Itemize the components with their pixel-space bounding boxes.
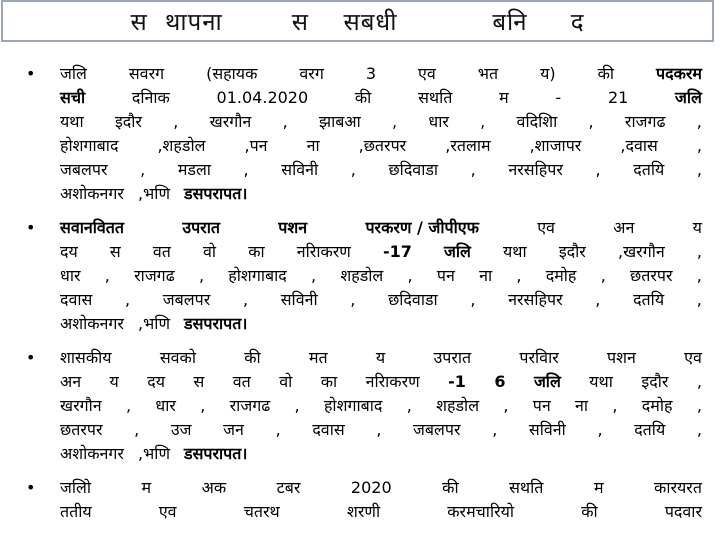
text-line xyxy=(60,62,702,86)
text-segment: 21 xyxy=(607,88,629,107)
text-segment: दय xyxy=(60,242,78,261)
text-segment: की xyxy=(581,502,598,521)
text-segment: एव xyxy=(417,64,436,83)
text-segment: , xyxy=(125,290,131,309)
text-segment: सची xyxy=(60,88,86,107)
text-segment: दवास xyxy=(60,290,93,309)
text-segment: पराप xyxy=(203,184,233,203)
text-line xyxy=(60,288,702,312)
text-segment: यथा xyxy=(503,242,527,261)
text-line xyxy=(60,476,702,500)
text-segment: सवको xyxy=(159,348,196,367)
text-line xyxy=(60,182,702,206)
text-segment: शहडोल xyxy=(340,266,384,285)
text-segment: होशगाबाद xyxy=(323,396,383,415)
text-line xyxy=(60,394,702,418)
text-segment: खरगौन xyxy=(209,112,252,131)
text-segment: , xyxy=(696,266,702,285)
text-segment: , xyxy=(696,396,702,415)
text-segment: धार xyxy=(155,396,176,415)
text-segment: नरिाकरण xyxy=(296,242,351,261)
text-segment: परकरण / जीपीएफ xyxy=(365,218,479,237)
text-segment: का xyxy=(248,242,265,261)
bullet-item xyxy=(26,476,702,524)
text-segment: सथति xyxy=(418,88,453,107)
text-line xyxy=(60,312,702,336)
text-segment: , xyxy=(696,160,702,179)
text-segment: वरग xyxy=(299,64,324,83)
text-segment: जन xyxy=(223,420,244,439)
text-segment: , xyxy=(173,112,179,131)
text-segment: दतयि xyxy=(633,290,665,309)
text-segment: राजगढ xyxy=(134,266,175,285)
text-line xyxy=(60,240,702,264)
text-segment: ,खरगौन xyxy=(617,242,665,261)
text-segment: झाबआ xyxy=(318,112,361,131)
text-segment: स xyxy=(192,314,204,333)
text-segment: इदौर xyxy=(114,112,142,131)
text-segment: एव xyxy=(158,502,177,521)
text-segment: यथा xyxy=(589,372,613,391)
text-segment: होशगाबाद xyxy=(60,136,119,155)
text-segment: पराप xyxy=(203,314,233,333)
text-segment: 3 xyxy=(365,64,376,83)
text-segment: पन xyxy=(436,266,455,285)
text-segment: दमोह xyxy=(641,396,673,415)
text-line xyxy=(60,110,702,134)
text-segment: दनिाक xyxy=(131,88,170,107)
text-segment: वत xyxy=(152,242,171,261)
text-segment: , xyxy=(200,396,206,415)
text-line xyxy=(60,216,702,240)
text-segment: दतयि xyxy=(634,420,666,439)
text-line xyxy=(60,346,702,370)
text-segment: , xyxy=(198,266,205,285)
text-line xyxy=(60,158,702,182)
text-segment: अशोकनगर xyxy=(60,184,124,203)
text-line xyxy=(60,418,702,442)
text-line xyxy=(60,500,702,524)
text-segment: , xyxy=(350,290,356,309)
text-segment: -17 xyxy=(383,242,412,261)
text-segment: दवास xyxy=(312,420,345,439)
text-segment: भत xyxy=(477,64,499,83)
text-segment: म xyxy=(141,478,152,497)
bullet-item xyxy=(26,216,702,336)
text-segment: जलि xyxy=(675,88,702,107)
text-segment: , xyxy=(696,420,702,439)
text-segment: , xyxy=(140,160,146,179)
text-segment: खरगौन xyxy=(60,396,102,415)
text-segment: , xyxy=(588,112,594,131)
text-segment: अक xyxy=(201,478,227,497)
text-segment: 6 xyxy=(494,372,506,391)
bullet-icon: • xyxy=(26,348,36,367)
text-segment: , xyxy=(480,112,486,131)
text-segment: ,शाजापर xyxy=(529,136,582,155)
text-segment: ,छतरपर xyxy=(358,136,407,155)
text-segment: कारयरत xyxy=(654,478,702,497)
text-segment: वत xyxy=(232,372,251,391)
bullet-text xyxy=(60,476,702,524)
text-segment: अन xyxy=(613,218,635,237)
bullet-text xyxy=(60,346,702,466)
bullet-list xyxy=(26,62,702,534)
title-box xyxy=(1,0,714,42)
text-segment: छदिवाडा xyxy=(388,290,438,309)
text-segment: , xyxy=(595,290,601,309)
text-segment: की xyxy=(244,348,261,367)
text-segment: करमचारियो xyxy=(447,502,515,521)
text-segment: , xyxy=(470,160,476,179)
bullet-icon: • xyxy=(26,218,36,237)
text-segment: पन xyxy=(532,396,551,415)
text-segment: स xyxy=(109,242,121,261)
text-segment: ,भणि xyxy=(137,314,171,333)
text-segment: , xyxy=(243,160,249,179)
text-segment: , xyxy=(242,290,249,309)
text-segment: स xyxy=(193,372,205,391)
text-segment: उपरात xyxy=(182,218,220,237)
bullet-text xyxy=(60,216,702,336)
text-segment: ,पन xyxy=(244,136,268,155)
text-segment: - xyxy=(555,88,562,107)
text-segment: सविनी xyxy=(280,290,318,309)
text-segment: धार xyxy=(428,112,449,131)
text-segment: छतरपर xyxy=(60,420,103,439)
text-segment: पराप xyxy=(203,444,233,463)
text-segment: पशन xyxy=(278,218,308,237)
text-segment: जबलपर xyxy=(60,160,108,179)
text-segment: , xyxy=(275,420,281,439)
text-segment: सथति xyxy=(509,478,544,497)
text-segment: , xyxy=(406,396,412,415)
text-segment: अन xyxy=(60,372,82,391)
text-segment: , xyxy=(612,396,618,415)
text-segment: जलि xyxy=(533,372,561,391)
text-segment: , xyxy=(282,112,288,131)
text-line xyxy=(60,134,702,158)
text-segment: -1 xyxy=(448,372,466,391)
text-segment: सविनी xyxy=(281,160,319,179)
text-segment: , xyxy=(391,112,398,131)
text-segment: म xyxy=(499,88,509,107)
text-line xyxy=(60,370,702,394)
text-segment: , xyxy=(696,136,702,155)
bullet-item xyxy=(26,346,702,466)
text-segment: जबलपर xyxy=(413,420,461,439)
page-title: स थापना स सबधी बनि द xyxy=(130,7,585,36)
text-segment: , xyxy=(696,372,702,391)
text-segment: छदिवाडा xyxy=(388,160,439,179)
bullet-text xyxy=(60,62,702,206)
text-segment: सवरग xyxy=(128,64,165,83)
text-segment: ना xyxy=(575,396,589,415)
text-segment: वदिशिा xyxy=(516,112,558,131)
text-segment: , xyxy=(696,290,702,309)
text-line xyxy=(60,264,702,288)
text-segment: , xyxy=(104,266,110,285)
text-segment: , xyxy=(516,266,522,285)
text-segment: ना xyxy=(306,136,320,155)
text-segment: म xyxy=(593,478,604,497)
text-segment: जलिो xyxy=(60,478,92,497)
text-segment: सविनी xyxy=(528,420,566,439)
text-segment: पदकरम xyxy=(656,64,702,83)
text-segment: , xyxy=(134,420,140,439)
text-segment: (सहायक xyxy=(206,64,258,83)
text-segment: शरणी xyxy=(346,502,381,521)
text-segment: , xyxy=(597,420,603,439)
text-segment: सवानवितत xyxy=(60,218,125,237)
text-segment: यथा xyxy=(60,112,84,131)
text-segment: टबर xyxy=(276,478,301,497)
text-segment: होशगाबाद xyxy=(228,266,287,285)
text-segment: की xyxy=(442,478,459,497)
text-segment: वो xyxy=(279,372,293,391)
text-segment: , xyxy=(311,266,317,285)
text-segment: , xyxy=(294,396,300,415)
text-segment: ड xyxy=(184,314,193,333)
text-segment: अशोकनगर xyxy=(60,444,124,463)
text-segment: का xyxy=(320,372,338,391)
text-segment: उपरात xyxy=(433,348,472,367)
text-segment: ,भणि xyxy=(137,184,171,203)
bullet-icon: • xyxy=(26,478,36,497)
text-segment: त। xyxy=(232,314,248,333)
text-segment: य xyxy=(692,218,702,237)
text-segment: वो xyxy=(203,242,217,261)
text-segment: एव xyxy=(537,218,555,237)
text-segment: चतरथ xyxy=(243,502,280,521)
text-segment: पशन xyxy=(607,348,636,367)
text-segment: नरिाकरण xyxy=(365,372,420,391)
text-segment: ड xyxy=(184,184,193,203)
text-segment: ततीय xyxy=(60,502,92,521)
text-segment: दय xyxy=(147,372,166,391)
text-segment: य xyxy=(109,372,119,391)
text-segment: , xyxy=(600,266,606,285)
text-segment: की xyxy=(354,88,372,107)
text-segment: , xyxy=(492,420,498,439)
text-segment: ,रतलाम xyxy=(445,136,491,155)
text-segment: मत xyxy=(308,348,328,367)
text-segment: स xyxy=(192,444,204,463)
text-segment: , xyxy=(350,160,356,179)
text-segment: परविार xyxy=(519,348,559,367)
text-segment: दमोह xyxy=(545,266,577,285)
text-segment: राजगढ xyxy=(229,396,271,415)
text-segment: जलि xyxy=(444,242,471,261)
text-segment: राजगढ xyxy=(624,112,666,131)
text-segment: , xyxy=(125,396,132,415)
text-segment: ,दवास xyxy=(620,136,658,155)
text-segment: जलि xyxy=(60,64,87,83)
text-segment: शहडोल xyxy=(436,396,480,415)
text-segment: की xyxy=(597,64,615,83)
text-segment: 01.04.2020 xyxy=(216,88,309,107)
text-segment: , xyxy=(696,112,702,131)
text-segment: , xyxy=(696,242,702,261)
text-segment: त। xyxy=(232,184,248,203)
text-segment: इदौर xyxy=(558,242,586,261)
text-segment: ड xyxy=(184,444,193,463)
text-segment: त। xyxy=(232,444,248,463)
text-segment: य) xyxy=(540,64,556,83)
text-segment: ना xyxy=(479,266,493,285)
text-line xyxy=(60,86,702,110)
text-line xyxy=(60,442,702,466)
text-segment: नरसहिपर xyxy=(508,290,563,309)
text-segment: , xyxy=(407,266,413,285)
bullet-item xyxy=(26,62,702,206)
text-segment: , xyxy=(503,396,509,415)
text-segment: स xyxy=(192,184,204,203)
text-segment: धार xyxy=(60,266,81,285)
text-segment: दतयि xyxy=(633,160,665,179)
text-segment: ,भणि xyxy=(137,444,171,463)
text-segment: छतरपर xyxy=(630,266,673,285)
text-segment: ,शहडोल xyxy=(157,136,206,155)
text-segment: मडला xyxy=(177,160,211,179)
text-segment: उज xyxy=(170,420,192,439)
text-segment: य xyxy=(375,348,386,367)
text-segment: 2020 xyxy=(350,478,392,497)
text-segment: जबलपर xyxy=(162,290,211,309)
text-segment: नरसहिपर xyxy=(508,160,563,179)
text-segment: , xyxy=(376,420,382,439)
text-segment: एव xyxy=(684,348,702,367)
text-segment: , xyxy=(595,160,601,179)
bullet-icon: • xyxy=(26,64,36,83)
text-segment: , xyxy=(470,290,476,309)
text-segment: इदौर xyxy=(641,372,669,391)
text-segment: अशोकनगर xyxy=(60,314,124,333)
text-segment: पदवार xyxy=(664,502,702,521)
text-segment: शासकीय xyxy=(60,348,112,367)
